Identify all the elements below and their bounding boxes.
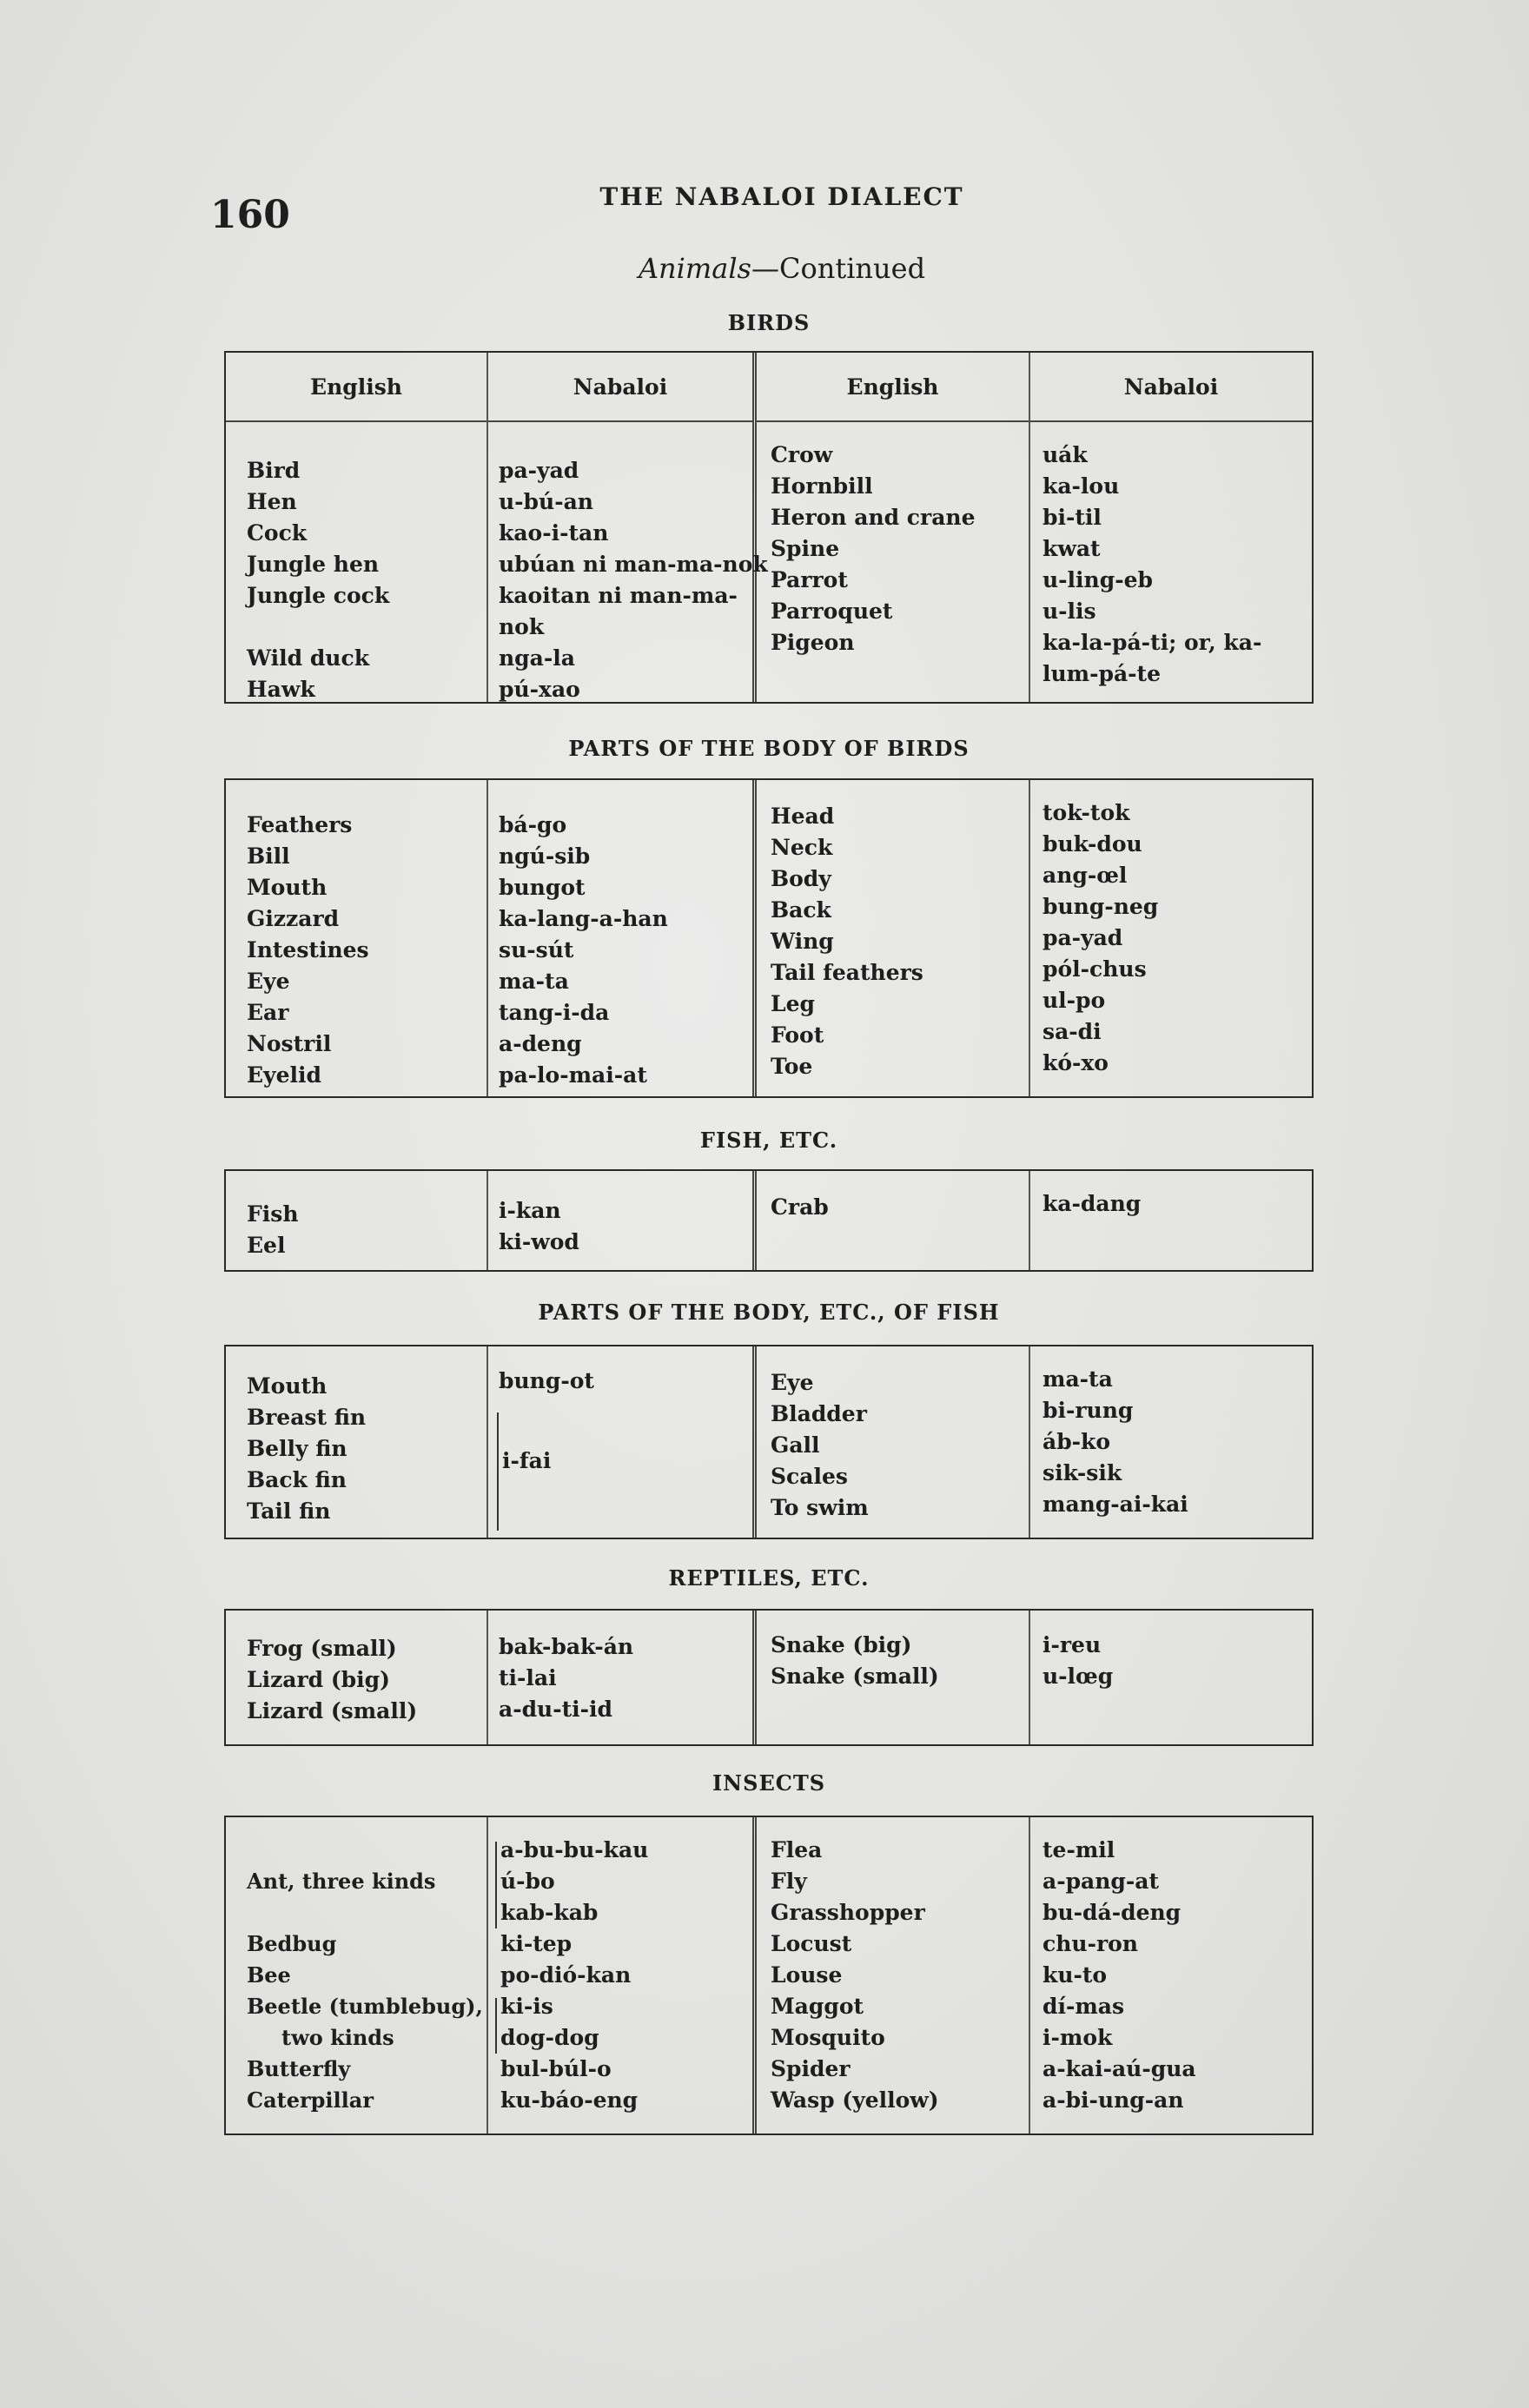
insects-col-1 [226, 1817, 488, 2133]
table-cell-line: i-reu [1042, 1632, 1102, 1657]
table-cell-line: Neck [771, 835, 833, 860]
insects-left-en-0 [247, 1835, 480, 1866]
reptiles-right-english [771, 1630, 1022, 1692]
reptiles-col-1 [226, 1611, 488, 1744]
table-cell-line: a-du-ti-id [499, 1697, 613, 1722]
header-english-right: English [757, 353, 1029, 422]
table-cell-line: bak-bak-án [499, 1634, 634, 1659]
table-cell-line: bi-til [1042, 505, 1102, 530]
table-cell-line: a-pang-at [1042, 1869, 1160, 1894]
table-cell-line: te-mil [1042, 1837, 1115, 1862]
table-cell-line: Pigeon [771, 630, 855, 655]
table-cell-line: Spider [771, 2056, 851, 2081]
table-cell-line: Feathers [247, 812, 353, 837]
table-cell-line: Nostril [247, 1031, 332, 1056]
birds-col-english-left [226, 353, 488, 702]
beetle-brace-mark [495, 1998, 497, 2054]
table-cell-line: u-lis [1042, 599, 1096, 624]
table-cell-line: Breast fin [247, 1405, 367, 1430]
table-cell-line: chu-ron [1042, 1931, 1138, 1956]
fish-col-2 [488, 1171, 757, 1270]
table-cell-line: pól-chus [1042, 956, 1147, 982]
insects-right-nabaloi [1042, 1835, 1305, 2116]
insects-left-en-8: Caterpillar [247, 2087, 374, 2113]
table-cell-line: kaoitan ni man-ma- [499, 583, 738, 608]
table-cell-line: Back fin [247, 1467, 347, 1492]
table-cell-line: Gall [771, 1432, 820, 1458]
table-cell-line: Wild duck [247, 645, 370, 671]
fish-fin-nabaloi: i-fai [502, 1448, 552, 1473]
fish-parts-heading: PARTS OF THE BODY, ETC., OF FISH [538, 1300, 1000, 1325]
table-cell-line: bu-dá-deng [1042, 1900, 1182, 1925]
table-cell-line: Mosquito [771, 2025, 885, 2050]
bird-parts-heading: PARTS OF THE BODY OF BIRDS [568, 736, 970, 761]
table-cell-line: bi-rung [1042, 1398, 1134, 1423]
table-cell-line: Grasshopper [771, 1900, 925, 1925]
table-cell-line: Eyelid [247, 1062, 321, 1088]
table-cell-line: Head [771, 804, 835, 829]
table-cell-line: mang-ai-kai [1042, 1492, 1188, 1517]
table-cell-line: Jungle hen [247, 552, 380, 577]
table-cell-line: áb-ko [1042, 1429, 1111, 1454]
bird-parts-right-nabaloi [1042, 797, 1305, 1079]
table-cell-line: uák [1042, 442, 1088, 467]
table-cell-line: bul-búl-o [500, 2056, 612, 2081]
table-cell-line: ku-báo-eng [500, 2087, 639, 2113]
fish-fin-nabaloi-wrap [502, 1445, 745, 1477]
table-cell-line: Hawk [247, 677, 315, 702]
insects-left-en-3: Bedbug [247, 1931, 337, 1956]
insects-left-english [247, 1835, 483, 2116]
bird-parts-col-2 [488, 780, 757, 1096]
table-cell-line: nok [499, 614, 545, 639]
birds-table [224, 351, 1314, 704]
insects-left-nabaloi [500, 1835, 745, 2116]
reptiles-col-2 [488, 1611, 757, 1744]
table-cell-line: Mouth [247, 875, 328, 900]
insects-heading: INSECTS [712, 1770, 826, 1796]
bird-parts-left-english [247, 810, 480, 1091]
ant-brace-mark [495, 1842, 497, 1928]
subtitle-rest: —Continued [751, 252, 926, 285]
insects-left-en-7: Butterfly [247, 2056, 351, 2081]
table-cell-line: kao-i-tan [499, 520, 609, 546]
header-nabaloi-left: Nabaloi [488, 353, 752, 422]
table-cell-line: pa-yad [499, 458, 579, 483]
table-cell-line: Louse [771, 1962, 843, 1988]
reptiles-right-nabaloi [1042, 1630, 1305, 1692]
insects-right-english [771, 1835, 1022, 2116]
table-cell-line: Snake (small) [771, 1664, 939, 1689]
fish-right-nabaloi [1042, 1188, 1305, 1220]
table-cell-line: su-sút [499, 937, 574, 963]
fish-left-nabaloi [499, 1195, 745, 1258]
insects-left-en-5: Beetle (tumblebug), [247, 1994, 483, 2019]
table-cell-line: ma-ta [1042, 1366, 1113, 1392]
fish-col-1 [226, 1171, 488, 1270]
table-cell-line: bungot [499, 875, 586, 900]
brace-mark [497, 1412, 499, 1531]
table-cell-line: a-bi-ung-an [1042, 2087, 1184, 2113]
table-cell-line: Hen [247, 489, 297, 514]
table-cell-line: u-lœg [1042, 1664, 1114, 1689]
table-cell-line: a-kai-aú-gua [1042, 2056, 1196, 2081]
table-cell-line: Eel [247, 1233, 286, 1258]
fish-right-english [771, 1192, 1022, 1223]
fish-col-4 [1030, 1171, 1312, 1270]
table-cell-line: pa-yad [1042, 925, 1123, 950]
table-cell-line: ki-tep [500, 1931, 573, 1956]
table-cell-line: buk-dou [1042, 831, 1142, 857]
table-cell-line: pa-lo-mai-at [499, 1062, 647, 1088]
insects-col-3 [757, 1817, 1030, 2133]
fish-table [224, 1169, 1314, 1272]
table-cell-line: Parrot [771, 567, 848, 592]
table-cell-line: ul-po [1042, 988, 1106, 1013]
fish-parts-left-nabaloi [499, 1366, 745, 1397]
subtitle-italic: Animals [638, 252, 751, 285]
table-cell-line: Eye [247, 969, 290, 994]
table-cell-line: Jungle cock [247, 583, 390, 608]
table-cell-line: ma-ta [499, 969, 569, 994]
reptiles-col-3 [757, 1611, 1030, 1744]
table-cell-line: Leg [771, 991, 815, 1016]
table-cell-line: Maggot [771, 1994, 864, 2019]
table-cell-line: Heron and crane [771, 505, 976, 530]
table-cell-line: Fish [247, 1201, 299, 1227]
table-cell-line: bá-go [499, 812, 567, 837]
table-cell-line: Tail feathers [771, 960, 923, 985]
fish-parts-col-2 [488, 1346, 757, 1538]
table-cell-line: nga-la [499, 645, 575, 671]
table-cell-line: Foot [771, 1022, 824, 1048]
section-subtitle [521, 252, 1042, 285]
table-cell-line: Body [771, 866, 831, 891]
table-cell-line: Intestines [247, 937, 369, 963]
table-cell-line: To swim [771, 1495, 869, 1520]
reptiles-heading: REPTILES, ETC. [668, 1565, 870, 1591]
bird-parts-col-3 [757, 780, 1030, 1096]
bird-parts-table [224, 778, 1314, 1098]
table-cell-line: Ear [247, 1000, 289, 1025]
page-number: 160 [210, 193, 290, 237]
fish-mouth-nabaloi: bung-ot [499, 1368, 594, 1393]
table-cell-line: Mouth [247, 1373, 328, 1399]
table-cell-line: Crab [771, 1194, 829, 1220]
table-cell-line: kó-xo [1042, 1050, 1109, 1075]
table-cell-line: Spine [771, 536, 840, 561]
insects-table [224, 1816, 1314, 2135]
table-cell-line: ti-lai [499, 1665, 557, 1690]
bird-parts-col-1 [226, 780, 488, 1096]
table-cell-line: Crow [771, 442, 833, 467]
table-cell-line: pú-xao [499, 677, 580, 702]
birds-col-english-right [757, 353, 1030, 702]
table-cell-line: Lizard (big) [247, 1667, 390, 1692]
table-cell-line: tok-tok [1042, 800, 1130, 825]
table-cell-line: ngú-sib [499, 843, 591, 869]
table-cell-line: ú-bo [500, 1869, 555, 1894]
reptiles-left-english [247, 1633, 480, 1727]
table-cell-line: a-bu-bu-kau [500, 1837, 649, 1862]
table-cell-line: ka-la-pá-ti; or, ka- [1042, 630, 1262, 655]
table-cell-line: Gizzard [247, 906, 340, 931]
fish-heading: FISH, ETC. [699, 1128, 838, 1153]
table-cell-line: Cock [247, 520, 308, 546]
insects-col-4 [1030, 1817, 1312, 2133]
insects-left-en-4: Bee [247, 1962, 291, 1988]
birds-right-english [771, 440, 1022, 658]
table-cell-line: i-mok [1042, 2025, 1113, 2050]
table-cell-line: ka-lou [1042, 473, 1120, 499]
table-cell-line: Bill [247, 843, 290, 869]
running-head: THE NABALOI DIALECT [599, 182, 964, 211]
fish-left-english [247, 1199, 480, 1261]
table-cell-line: po-dió-kan [500, 1962, 632, 1988]
fish-parts-left-english [247, 1371, 480, 1527]
table-cell-line: Wasp (yellow) [771, 2087, 939, 2113]
reptiles-col-4 [1030, 1611, 1312, 1744]
insects-left-en-2 [247, 1897, 480, 1928]
bird-parts-left-nabaloi [499, 810, 745, 1091]
fish-parts-right-english [771, 1367, 1022, 1524]
table-cell-line: ki-wod [499, 1229, 579, 1254]
table-cell-line: Lizard (small) [247, 1698, 418, 1723]
table-cell-line: ubúan ni man-ma-nok [499, 552, 768, 577]
table-cell-line: ka-lang-a-han [499, 906, 668, 931]
insects-left-en-6: two kinds [281, 2025, 394, 2050]
table-cell-line: Toe [771, 1054, 813, 1079]
fish-parts-col-4 [1030, 1346, 1312, 1538]
table-cell-line: Belly fin [247, 1436, 348, 1461]
fish-parts-col-3 [757, 1346, 1030, 1538]
table-cell-line: Wing [771, 929, 834, 954]
header-english-left: English [226, 353, 486, 422]
table-cell-line: i-kan [499, 1198, 561, 1223]
table-cell-line: Flea [771, 1837, 823, 1862]
bird-parts-col-4 [1030, 780, 1312, 1096]
table-cell-line: u-bú-an [499, 489, 593, 514]
header-nabaloi-right: Nabaloi [1030, 353, 1312, 422]
table-cell-line: a-deng [499, 1031, 582, 1056]
bird-parts-right-english [771, 801, 1022, 1082]
table-cell-line: ka-dang [1042, 1191, 1142, 1216]
table-cell-line: Back [771, 897, 831, 923]
table-cell-line: Tail fin [247, 1498, 331, 1524]
table-cell-line: Parroquet [771, 599, 893, 624]
birds-col-nabaloi-left [488, 353, 768, 702]
table-cell-line: Locust [771, 1931, 852, 1956]
birds-left-english [247, 455, 480, 705]
fish-parts-table [224, 1345, 1314, 1539]
table-cell-line: dí-mas [1042, 1994, 1125, 2019]
table-cell-line: sik-sik [1042, 1460, 1122, 1485]
fish-parts-right-nabaloi [1042, 1364, 1305, 1520]
table-cell-line: bung-neg [1042, 894, 1159, 919]
fish-parts-col-1 [226, 1346, 488, 1538]
table-cell-line: ang-œl [1042, 863, 1128, 888]
insects-col-2 [488, 1817, 757, 2133]
table-cell-line: Bladder [771, 1401, 867, 1426]
table-cell-line: Bird [247, 458, 301, 483]
table-cell-line: tang-i-da [499, 1000, 610, 1025]
table-cell-line: Snake (big) [771, 1632, 912, 1657]
table-cell-line: lum-pá-te [1042, 661, 1162, 686]
birds-right-nabaloi [1042, 440, 1305, 690]
table-cell-line: Hornbill [771, 473, 873, 499]
fish-col-3 [757, 1171, 1030, 1270]
reptiles-table [224, 1609, 1314, 1746]
birds-left-nabaloi [499, 455, 768, 705]
table-cell-line: Scales [771, 1464, 848, 1489]
table-cell-line: dog-dog [500, 2025, 599, 2050]
table-cell-line [247, 612, 480, 643]
table-cell-line: u-ling-eb [1042, 567, 1153, 592]
table-cell-line: ku-to [1042, 1962, 1108, 1988]
table-cell-line: kwat [1042, 536, 1101, 561]
reptiles-left-nabaloi [499, 1631, 745, 1725]
table-cell-line: ki-is [500, 1994, 553, 2019]
table-cell-line: kab-kab [500, 1900, 599, 1925]
table-cell-line: Frog (small) [247, 1636, 397, 1661]
birds-col-nabaloi-right [1030, 353, 1312, 702]
insects-left-en-1: Ant, three kinds [247, 1869, 436, 1894]
table-cell-line: sa-di [1042, 1019, 1102, 1044]
table-cell-line: Fly [771, 1869, 807, 1894]
table-cell-line: Eye [771, 1370, 814, 1395]
birds-heading: BIRDS [727, 310, 811, 335]
